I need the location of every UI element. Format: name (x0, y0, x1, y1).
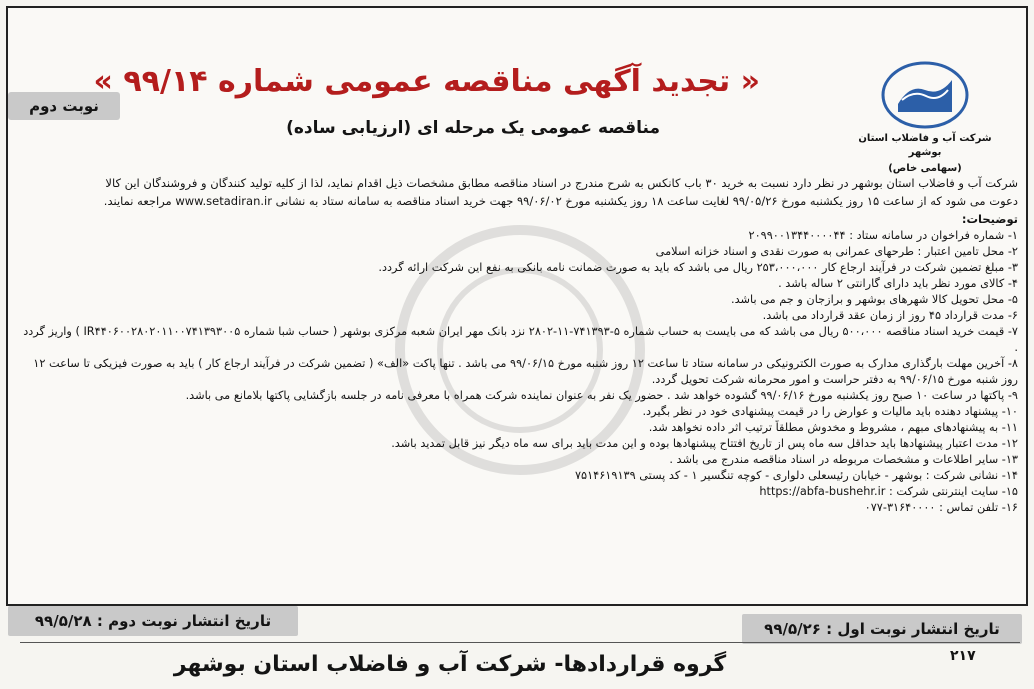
list-item: ۸- آخرین مهلت بارگذاری مدارک به صورت الکترونیکی در سامانه ستاد تا ساعت ۱۲ روز شنبه مورخ ۹۹/۰۶/۱۵ می باشد . تنها پاکت «الف» ( تضمین شرکت در فرآیند ارجاع کار ) باید به صورت فیزیکی تا ساعت ۱۲ روز شنبه مورخ ۹۹/۰۶/۱۵ به دفتر حراست و امور محرمانه شرکت تحویل گردد. (33, 357, 1018, 386)
round-badge: نوبت دوم (8, 92, 120, 120)
footer-caption: گروه قراردادها- شرکت آب و فاضلاب استان بوشهر (173, 652, 727, 677)
notes-list (18, 228, 1018, 516)
company-name: شرکت آب و فاضلاب استان بوشهر (858, 133, 992, 158)
water-drop-icon (880, 60, 970, 130)
list-item: ۲- محل تامین اعتبار : طرحهای عمرانی به صورت نقدی و اسناد خزانه اسلامی (655, 245, 1018, 258)
list-item: ۳- مبلغ تضمین شرکت در فرآیند ارجاع کار ۲۵۳،۰۰۰،۰۰۰ ریال می باشد که باید به صورت ضمانت نامه بانکی به نفع این شرکت ارائه گردد. (378, 261, 1018, 274)
second-publication-date: تاریخ انتشار نوبت دوم : ۹۹/۵/۲۸ (8, 606, 298, 636)
intro-text (18, 174, 1018, 228)
list-item: ۱۳- سایر اطلاعات و مشخصات مربوطه در اسناد مناقصه مندرج می باشد . (669, 453, 1018, 466)
footer-divider (20, 642, 1020, 643)
list-item: ۴- کالای مورد نظر باید دارای گارانتی ۲ ساله باشد . (778, 277, 1018, 290)
list-item: ۵- محل تحویل کالا شهرهای بوشهر و برازجان و جم می باشد. (731, 293, 1018, 306)
list-item: ۱۶- تلفن تماس : ۳۱۶۴۰۰۰۰-۰۷۷ (864, 501, 1018, 514)
notes-heading: توضیحات: (961, 212, 1018, 226)
intro-line: دعوت می شود که از ساعت ۱۵ روز یکشنبه مورخ ۹۹/۰۵/۲۶ لغایت ساعت ۱۸ روز یکشنبه مورخ ۹۹/۰۶/۰۲ جهت خرید اسناد مناقصه به سامانه ستاد به نشانی www.setadiran.ir مراجعه نمایند. (103, 194, 1018, 208)
company-logo (850, 60, 1000, 174)
notice-subtitle: مناقصه عمومی یک مرحله ای (ارزیابی ساده) (286, 118, 660, 138)
list-item: ۹- پاکتها در ساعت ۱۰ صبح روز یکشنبه مورخ ۹۹/۰۶/۱۶ گشوده خواهد شد . حضور یک نفر به عنوان نماینده شرکت همراه با معرفی نامه در جلسه بازگشایی پاکتها بلامانع می باشد. (185, 389, 1018, 402)
company-type: (سهامی خاص) (888, 163, 962, 174)
list-item: ۱۰- پیشنهاد دهنده باید مالیات و عوارض را در قیمت پیشنهادی خود در نظر بگیرد. (642, 405, 1018, 418)
list-item: ۱۵- سایت اینترنتی شرکت : https://abfa-bushehr.ir (759, 485, 1018, 498)
list-item: ۶- مدت قرارداد ۴۵ روز از زمان عقد قرارداد می باشد. (762, 309, 1018, 322)
list-item: ۱۴- نشانی شرکت : بوشهر - خیابان رئیسعلی دلواری - کوچه تنگسیر ۱ - کد پستی ۷۵۱۴۶۱۹۱۳۹ (574, 469, 1018, 482)
list-item: ۱۱- به پیشنهادهای مبهم ، مشروط و مخدوش مطلقاً ترتیب اثر داده نخواهد شد. (648, 421, 1018, 434)
list-item: ۱۲- مدت اعتبار پیشنهادها باید حداقل سه ماه پس از تاریخ افتتاح پیشنهادها بوده و این مدت باید برای سه ماه دیگر نیز قابل تمدید باشد. (391, 437, 1018, 450)
notice-title: « تجدید آگهی مناقصه عمومی شماره ۹۹/۱۴ » (93, 64, 760, 99)
intro-line: شرکت آب و فاضلاب استان بوشهر در نظر دارد نسبت به خرید ۳۰ باب کانکس به شرح مندرج در اسناد مناقصه مطابق مشخصات ذیل اقدام نماید، لذا از کلیه تولید کنندگان و فروشندگان این کالا (105, 176, 1018, 190)
list-item: ۷- قیمت خرید اسناد مناقصه ۵۰۰،۰۰۰ ریال می باشد که می بایست به حساب شماره ۵-۷۴۱۳۹۳-۱۱-۲۸۰۲ نزد بانک مهر ایران شعبه مرکزی بوشهر ( حساب شبا شماره IR۴۴۰۶۰۰۲۸۰۲۰۱۱۰۰۷۴۱۳۹۳۰۰۵ ) واریز گردد . (23, 325, 1018, 354)
first-publication-date: تاریخ انتشار نوبت اول : ۹۹/۵/۲۶ (742, 614, 1022, 644)
page-number: ۲۱۷ (950, 648, 976, 664)
list-item: ۱- شماره فراخوان در سامانه ستاد : ۲۰۹۹۰۰۱۳۴۴۰۰۰۰۴۴ (748, 229, 1018, 242)
